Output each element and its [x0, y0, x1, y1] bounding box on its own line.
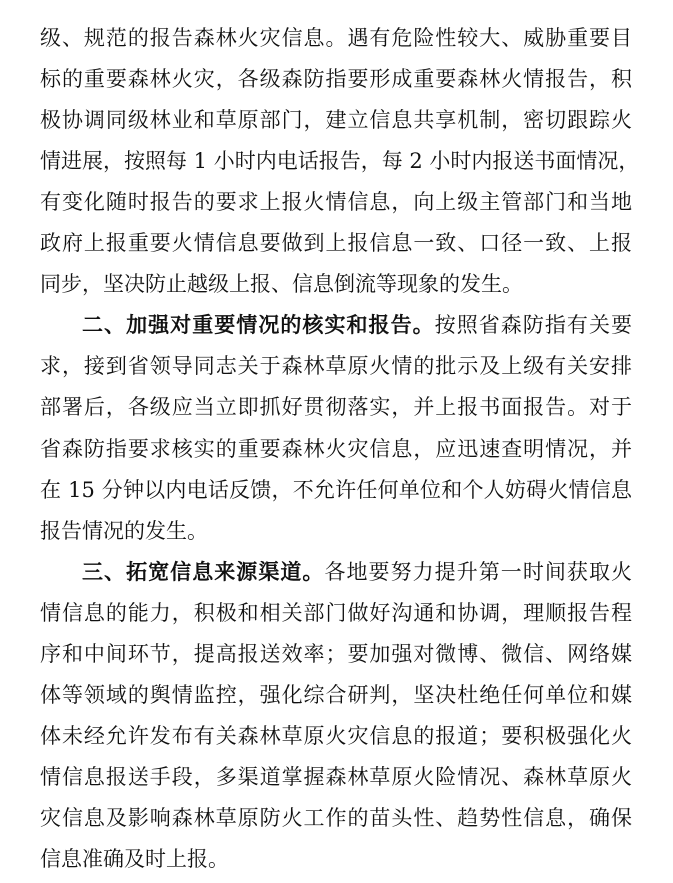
- section-heading: 三、拓宽信息来源渠道。: [82, 560, 325, 584]
- paragraph-line: 部署后，各级应当立即抓好贯彻落实，并上报书面报告。对于: [40, 395, 632, 419]
- section-heading-line: [82, 554, 632, 590]
- paragraph-line: 信息准确及时上报。: [40, 847, 229, 871]
- section-heading-line: [82, 307, 632, 343]
- paragraph-line: 情信息报送手段，多渠道掌握森林草原火险情况、森林草原火: [40, 765, 632, 789]
- section-heading: 二、加强对重要情况的核实和报告。: [82, 313, 435, 337]
- section-text: 按照省森防指有关要: [434, 313, 633, 337]
- paragraph-line: 级、规范的报告森林火灾信息。遇有危险性较大、威胁重要目: [40, 26, 632, 50]
- paragraph-line: 情进展，按照每 1 小时内电话报告，每 2 小时内报送书面情况，: [40, 149, 640, 173]
- section-text: 各地要努力提升第一时间获取火: [324, 560, 633, 584]
- paragraph-line: 标的重要森林火灾，各级森防指要形成重要森林火情报告，积: [40, 67, 632, 91]
- paragraph-line: 有变化随时报告的要求上报火情信息，向上级主管部门和当地: [40, 190, 632, 214]
- paragraph-line: 序和中间环节，提高报送效率；要加强对微博、微信、网络媒: [40, 642, 632, 666]
- paragraph-line: 省森防指要求核实的重要森林火灾信息，应迅速查明情况，并: [40, 437, 632, 461]
- paragraph-line: 报告情况的发生。: [40, 519, 208, 543]
- paragraph-line: 求，接到省领导同志关于森林草原火情的批示及上级有关安排: [40, 354, 632, 378]
- paragraph-line: 灾信息及影响森林草原防火工作的苗头性、趋势性信息，确保: [40, 806, 632, 830]
- paragraph-line: 体等领域的舆情监控，强化综合研判，坚决杜绝任何单位和媒: [40, 683, 632, 707]
- paragraph-line: 同步，坚决防止越级上报、信息倒流等现象的发生。: [40, 272, 523, 296]
- paragraph-line: 情信息的能力，积极和相关部门做好沟通和协调，理顺报告程: [40, 601, 632, 625]
- paragraph-line: 体未经允许发布有关森林草原火灾信息的报道；要积极强化火: [40, 724, 632, 748]
- paragraph-line: 政府上报重要火情信息要做到上报信息一致、口径一致、上报: [40, 231, 632, 255]
- paragraph-line: 在 15 分钟以内电话反馈，不允许任何单位和个人妨碍火情信息: [40, 478, 632, 502]
- paragraph-line: 极协调同级林业和草原部门，建立信息共享机制，密切跟踪火: [40, 108, 632, 132]
